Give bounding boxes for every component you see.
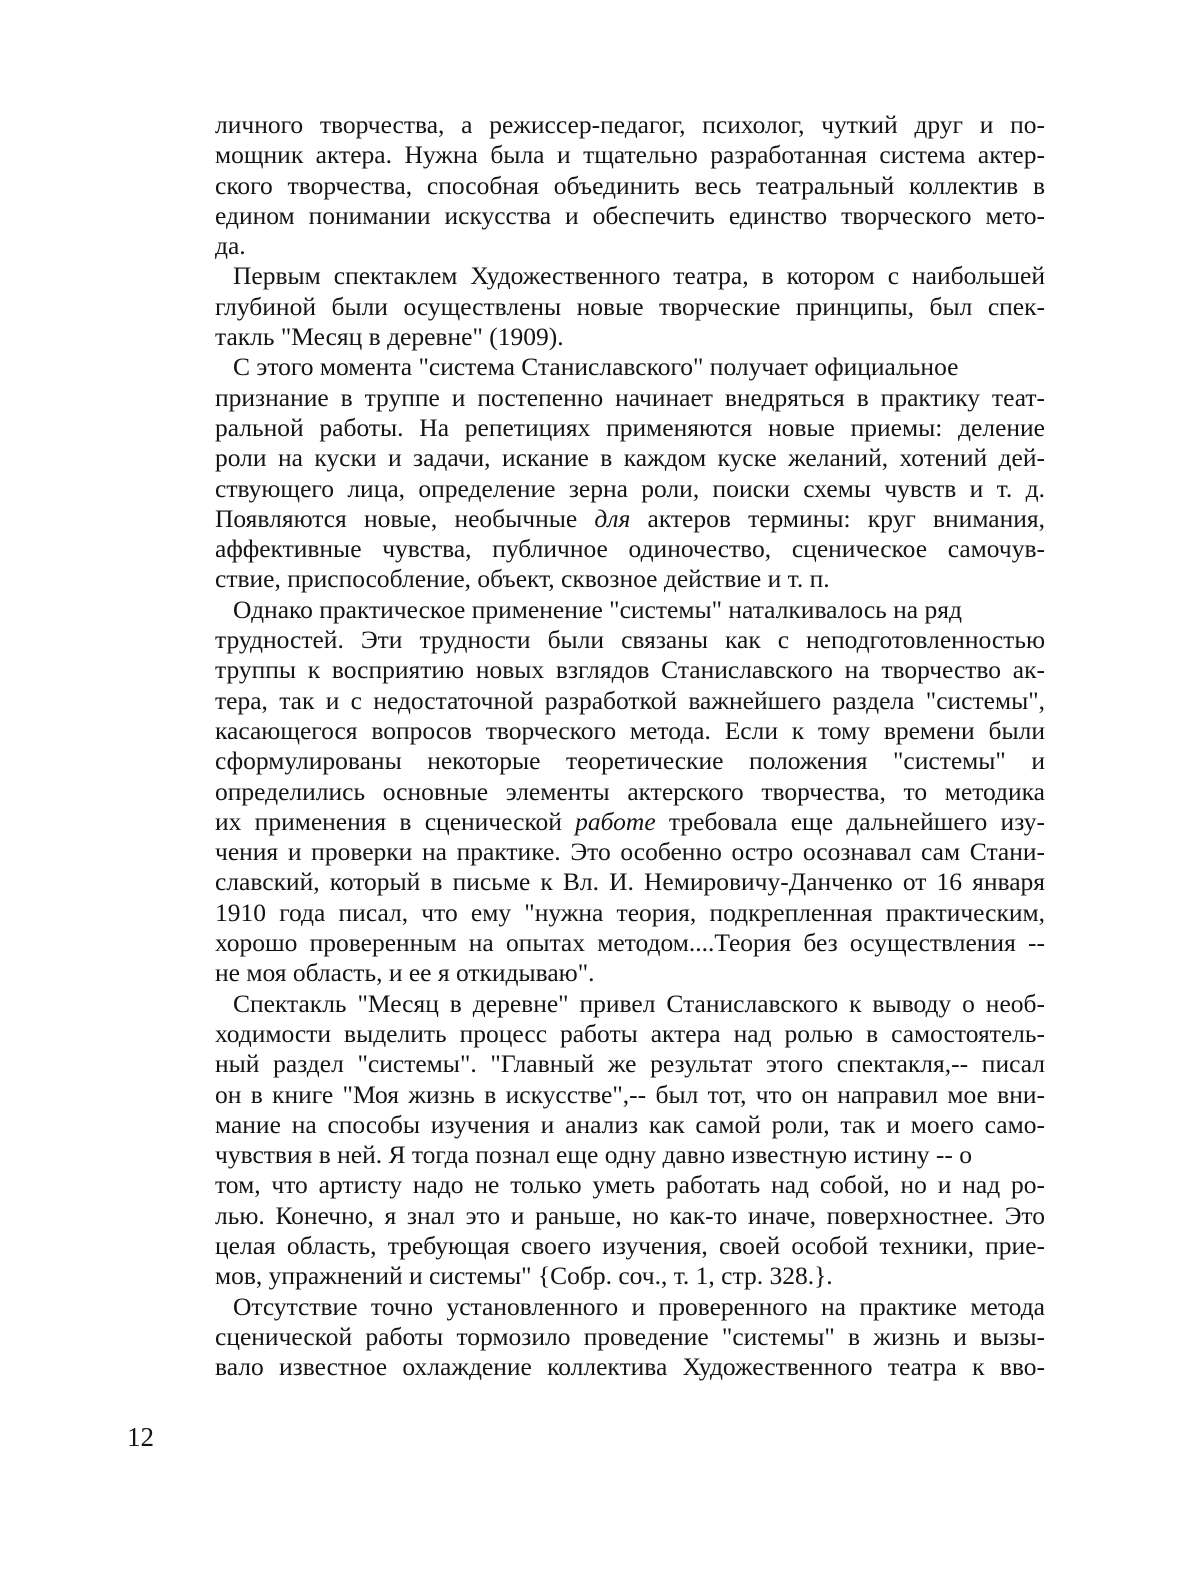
text-line: определились основные элементы актерского творчества, то методика: [215, 776, 1045, 806]
text-line: 1910 года писал, что ему "нужна теория, подкрепленная практическим,: [215, 897, 1045, 927]
text-line: мание на способы изучения и анализ как самой роли, так и моего само-: [215, 1109, 1045, 1139]
text-line: едином понимании искусства и обеспечить единство творческого мето-: [215, 200, 1045, 230]
italic-emphasis: работе: [575, 806, 656, 836]
text-line: личного творчества, а режиссер-педагог, психолог, чуткий друг и по-: [215, 110, 1045, 139]
paragraph: [215, 595, 1045, 989]
page-number: 12: [127, 1422, 154, 1452]
text-line: чувствия в ней. Я тогда познал еще одну давно известную истину -- о: [215, 1140, 973, 1170]
italic-emphasis: для: [594, 503, 631, 533]
paragraph: [215, 110, 1045, 261]
text-line: ходимости выделить процесс работы актера над ролью в самостоятель-: [215, 1018, 1045, 1048]
text-segment: требовала еще дальнейшего изу-: [655, 806, 1045, 836]
paragraph: [215, 1292, 1045, 1383]
text-line: да.: [215, 231, 246, 261]
text-line: сценической работы тормозило проведение "системы" в жизнь и вызы-: [215, 1321, 1045, 1351]
text-line: том, что артисту надо не только уметь работать над собой, но и над ро-: [215, 1170, 1045, 1200]
text-line: целая область, требующая своего изучения, своей особой техники, прие-: [215, 1230, 1045, 1260]
text-line: вало известное охлаждение коллектива Художественного театра к вво-: [215, 1352, 1045, 1382]
text-line: глубиной были осуществлены новые творческие принципы, был спек-: [215, 291, 1045, 321]
text-line: касающегося вопросов творческого метода. Если к тому времени были: [215, 715, 1045, 745]
text-line: ствующего лица, определение зерна роли, поиски схемы чувств и т. д.: [215, 473, 1045, 503]
text-line: признание в труппе и постепенно начинает внедряться в практику теат-: [215, 382, 1045, 412]
text-segment: Появляются новые, необычные: [215, 503, 595, 533]
text-line: чения и проверки на практике. Это особенно остро осознавал сам Стани-: [215, 837, 1045, 867]
text-line: Спектакль "Месяц в деревне" привел Станиславского к выводу о необ-: [233, 988, 1045, 1018]
text-line: не моя область, и ее я откидываю".: [215, 958, 595, 988]
text-line: тера, так и с недостаточной разработкой важнейшего раздела "системы",: [215, 685, 1045, 715]
text-line: труппы к восприятию новых взглядов Станиславского на творчество ак-: [215, 655, 1045, 685]
text-line: он в книге "Моя жизнь в искусстве",-- был тот, что он направил мое вни-: [215, 1079, 1045, 1109]
text-line: ствие, приспособление, объект, сквозное действие и т. п.: [215, 564, 830, 594]
text-line: Первым спектаклем Художественного театра, в котором с наибольшей: [233, 261, 1045, 291]
text-line: С этого момента "система Станиславского" получает официальное: [233, 352, 959, 382]
text-line: ральной работы. На репетициях применяются новые приемы: деление: [215, 412, 1045, 442]
text-line: Однако практическое применение "системы" наталкивалось на ряд: [233, 594, 962, 624]
text-line: хорошо проверенным на опытах методом....Теория без осуществления --: [215, 928, 1045, 958]
text-line: ный раздел "системы". "Главный же результат этого спектакля,-- писал: [215, 1049, 1045, 1079]
text-line: Отсутствие точно установленного и проверенного на практике метода: [233, 1291, 1045, 1321]
text-line: лью. Конечно, я знал это и раньше, но как-то иначе, поверхностнее. Это: [215, 1200, 1045, 1230]
text-line: такль "Месяц в деревне" (1909).: [215, 322, 564, 352]
text-line: мов, упражнений и системы" {Собр. соч., т. 1, стр. 328.}.: [215, 1261, 833, 1291]
text-line: [215, 807, 1045, 837]
text-line: [215, 504, 1045, 534]
page-body-text: [215, 110, 1045, 1382]
paragraph: [215, 989, 1045, 1292]
text-line: роли на куски и задачи, искание в каждом куске желаний, хотений дей-: [215, 443, 1045, 473]
text-line: мощник актера. Нужна была и тщательно разработанная система актер-: [215, 140, 1045, 170]
text-segment: актеров термины: круг внимания,: [630, 503, 1045, 533]
text-line: сформулированы некоторые теоретические положения "системы" и: [215, 746, 1045, 776]
paragraph: [215, 352, 1045, 594]
paragraph: [215, 261, 1045, 352]
text-segment: их применения в сценической: [215, 806, 576, 836]
text-line: славский, который в письме к Вл. И. Немировичу-Данченко от 16 января: [215, 867, 1045, 897]
text-line: аффективные чувства, публичное одиночество, сценическое самочув-: [215, 534, 1045, 564]
text-line: трудностей. Эти трудности были связаны как с неподготовленностью: [215, 625, 1045, 655]
text-line: ского творчества, способная объединить весь театральный коллектив в: [215, 170, 1045, 200]
